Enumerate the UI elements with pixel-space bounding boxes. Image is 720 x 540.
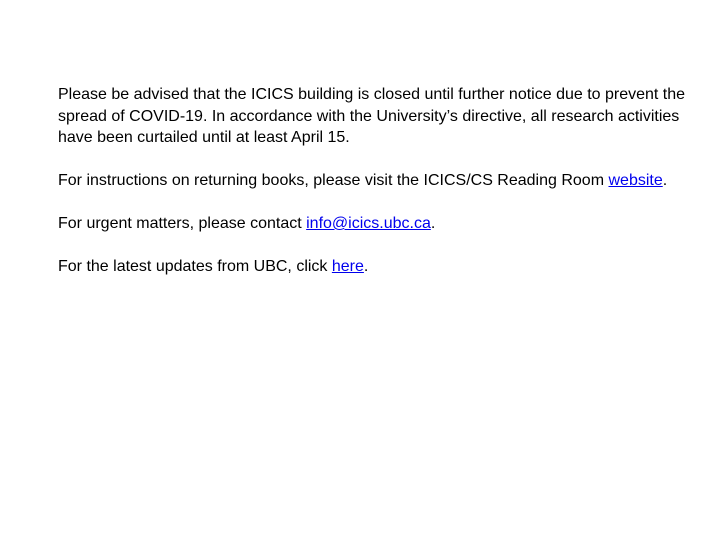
ubc-updates-link[interactable]: here bbox=[331, 258, 364, 275]
returning-books-text: For instructions on returning books, please visit the ICICS/CS Reading Room bbox=[58, 172, 609, 189]
closure-text: Please be advised that the ICICS building is closed until further notice due to prevent the spread of COVID-19. In accordance with the University’s directive, all research activities have been curtailed until at least April 15. bbox=[58, 86, 686, 146]
returning-books-paragraph bbox=[58, 170, 698, 192]
urgent-matters-paragraph bbox=[58, 213, 698, 235]
returning-books-period: . bbox=[662, 172, 668, 189]
ubc-updates-period: . bbox=[363, 258, 369, 275]
closure-notice bbox=[58, 84, 698, 299]
urgent-matters-text: For urgent matters, please contact bbox=[58, 215, 307, 232]
ubc-updates-paragraph bbox=[58, 256, 698, 278]
contact-email-link[interactable]: info@icics.ubc.ca bbox=[306, 215, 431, 232]
closure-paragraph bbox=[58, 84, 698, 149]
urgent-matters-period: . bbox=[430, 215, 436, 232]
reading-room-website-link[interactable]: website bbox=[608, 172, 663, 189]
ubc-updates-text: For the latest updates from UBC, click bbox=[58, 258, 332, 275]
